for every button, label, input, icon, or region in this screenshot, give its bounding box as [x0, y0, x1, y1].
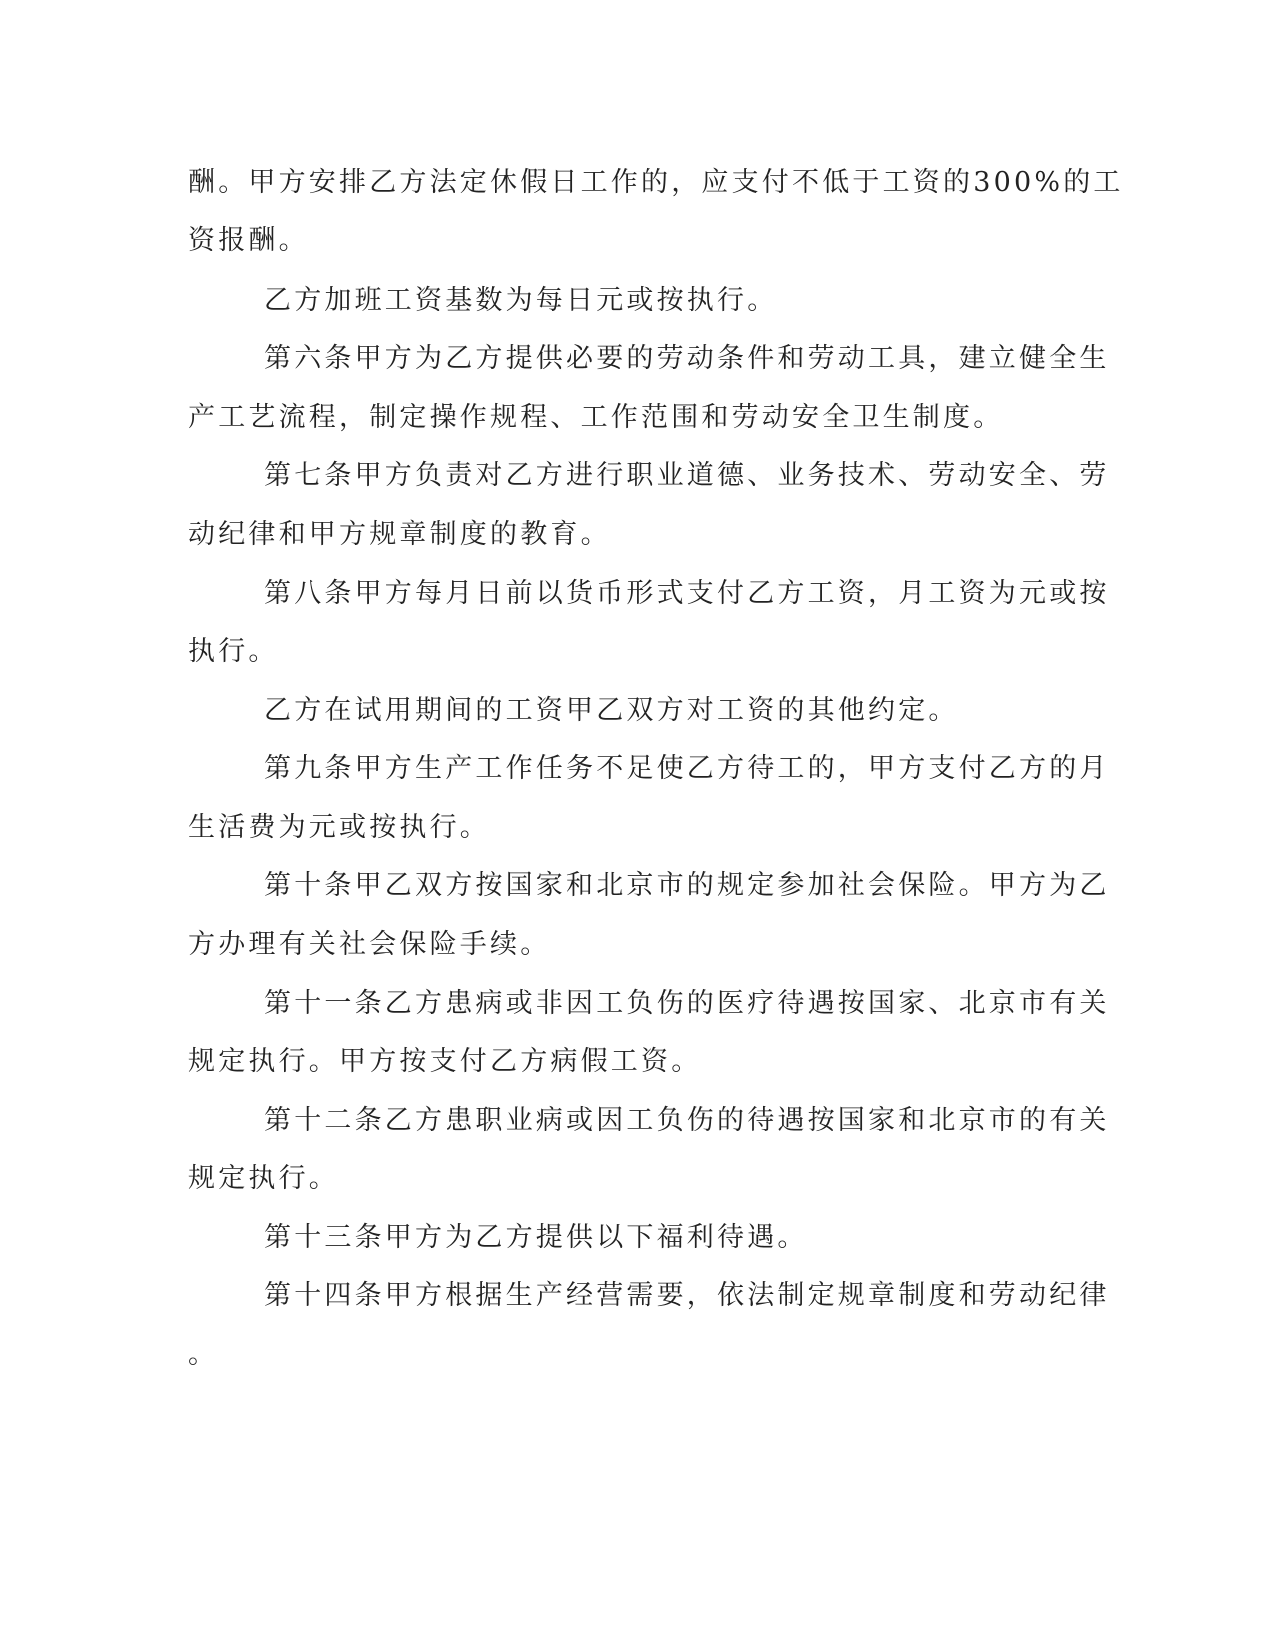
text-line: 第七条甲方负责对乙方进行职业道德、业务技术、劳动安全、劳 [264, 460, 1110, 491]
text-line: 规定执行。甲方按支付乙方病假工资。 [188, 1046, 702, 1077]
text-line: 方办理有关社会保险手续。 [188, 929, 551, 960]
text-line: 第九条甲方生产工作任务不足使乙方待工的，甲方支付乙方的月 [264, 753, 1110, 784]
text-line: 乙方加班工资基数为每日元或按执行。 [264, 285, 778, 316]
text-line: 执行。 [188, 636, 279, 667]
text-line: 乙方在试用期间的工资甲乙双方对工资的其他约定。 [264, 695, 959, 726]
text-line: 生活费为元或按执行。 [188, 812, 490, 843]
text-line: 第十四条甲方根据生产经营需要，依法制定规章制度和劳动纪律 [264, 1280, 1110, 1311]
text-line: 酬。甲方安排乙方法定休假日工作的，应支付不低于工资的300%的工 [188, 167, 1124, 198]
text-line: 。 [188, 1339, 219, 1370]
text-line: 第十条甲乙双方按国家和北京市的规定参加社会保险。甲方为乙 [264, 870, 1110, 901]
text-line: 第十二条乙方患职业病或因工负伤的待遇按国家和北京市的有关 [264, 1105, 1110, 1136]
text-line: 第六条甲方为乙方提供必要的劳动条件和劳动工具，建立健全生 [264, 343, 1110, 374]
text-line: 第十一条乙方患病或非因工负伤的医疗待遇按国家、北京市有关 [264, 988, 1110, 1019]
text-line: 规定执行。 [188, 1163, 339, 1194]
text-line: 第十三条甲方为乙方提供以下福利待遇。 [264, 1222, 808, 1253]
text-line: 动纪律和甲方规章制度的教育。 [188, 519, 611, 550]
text-line: 产工艺流程，制定操作规程、工作范围和劳动安全卫生制度。 [188, 402, 1004, 433]
text-line: 资报酬。 [188, 225, 309, 256]
text-line: 第八条甲方每月日前以货币形式支付乙方工资，月工资为元或按 [264, 578, 1110, 609]
